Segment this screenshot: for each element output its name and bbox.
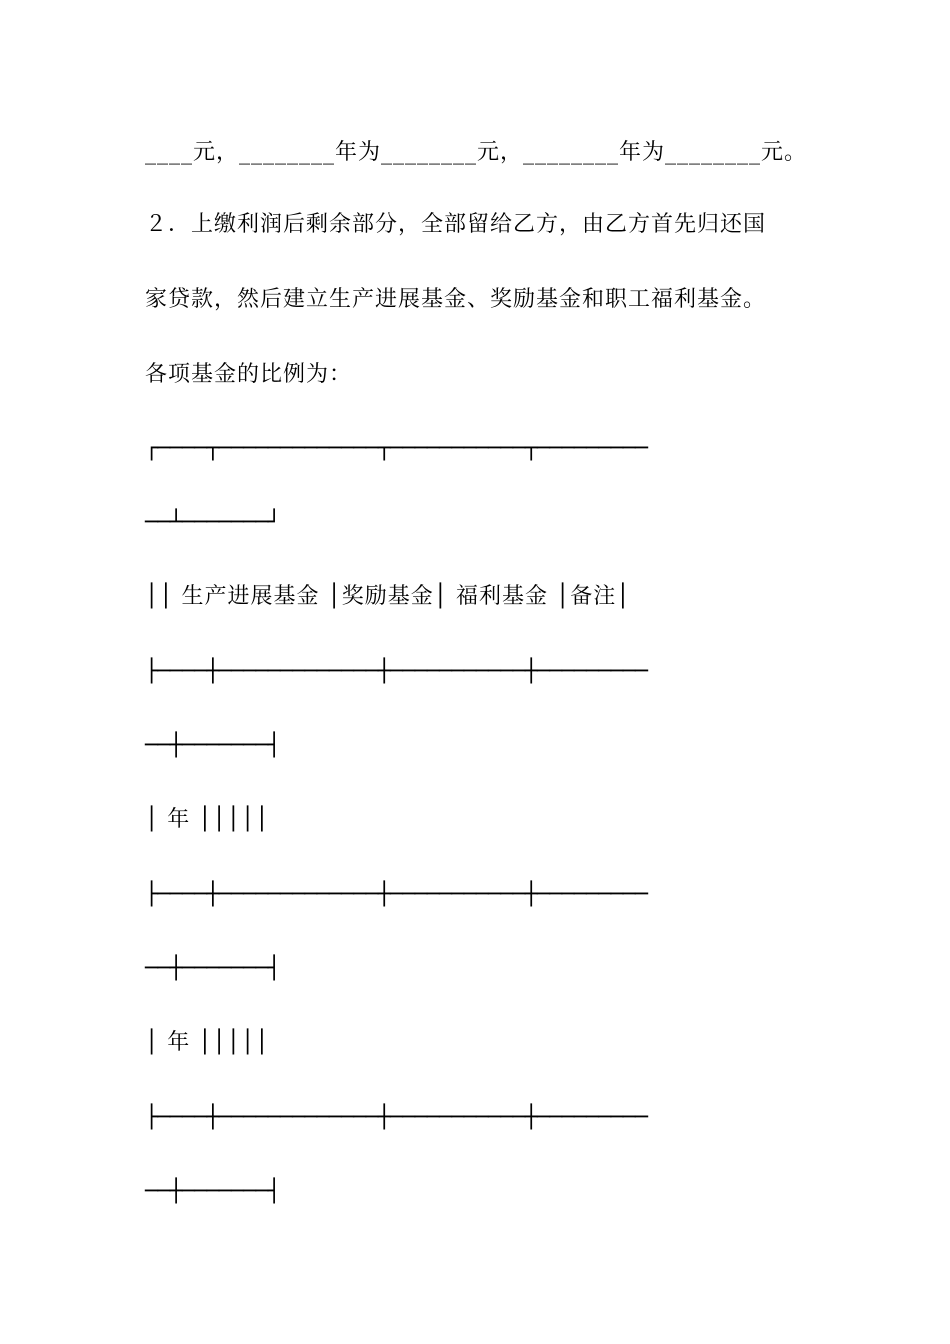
table-separator: ├────┼─────────────┼───────────┼─────────: [145, 1105, 648, 1130]
table-row-year: │ 年 │││││: [145, 807, 270, 832]
table-row-year: │ 年 │││││: [145, 1030, 270, 1055]
table-separator: ├────┼─────────────┼───────────┼─────────: [145, 659, 648, 684]
table-separator: ├────┼─────────────┼───────────┼─────────: [145, 882, 648, 907]
clause-2-line-2: 家贷款，然后建立生产进展基金、奖励基金和职工福利基金。: [145, 287, 767, 312]
amount-schedule-line: ____元，________年为________元，________年为________元。: [145, 140, 808, 165]
table-top-border-continued: ──┴───────┘: [145, 510, 280, 535]
table-separator-continued: ──┼───────┤: [145, 956, 280, 981]
table-separator-continued: ──┼───────┤: [145, 733, 280, 758]
clause-2-line-1: ２．上缴利润后剩余部分，全部留给乙方，由乙方首先归还国: [145, 212, 767, 237]
fund-ratio-heading: 各项基金的比例为：: [145, 362, 353, 387]
table-top-border: ┌────┬─────────────┬───────────┬─────────: [145, 436, 648, 461]
table-header-row: ││ 生产进展基金 │奖励基金│ 福利基金 │备注│: [145, 584, 631, 609]
table-separator-continued: ──┼───────┤: [145, 1179, 280, 1204]
